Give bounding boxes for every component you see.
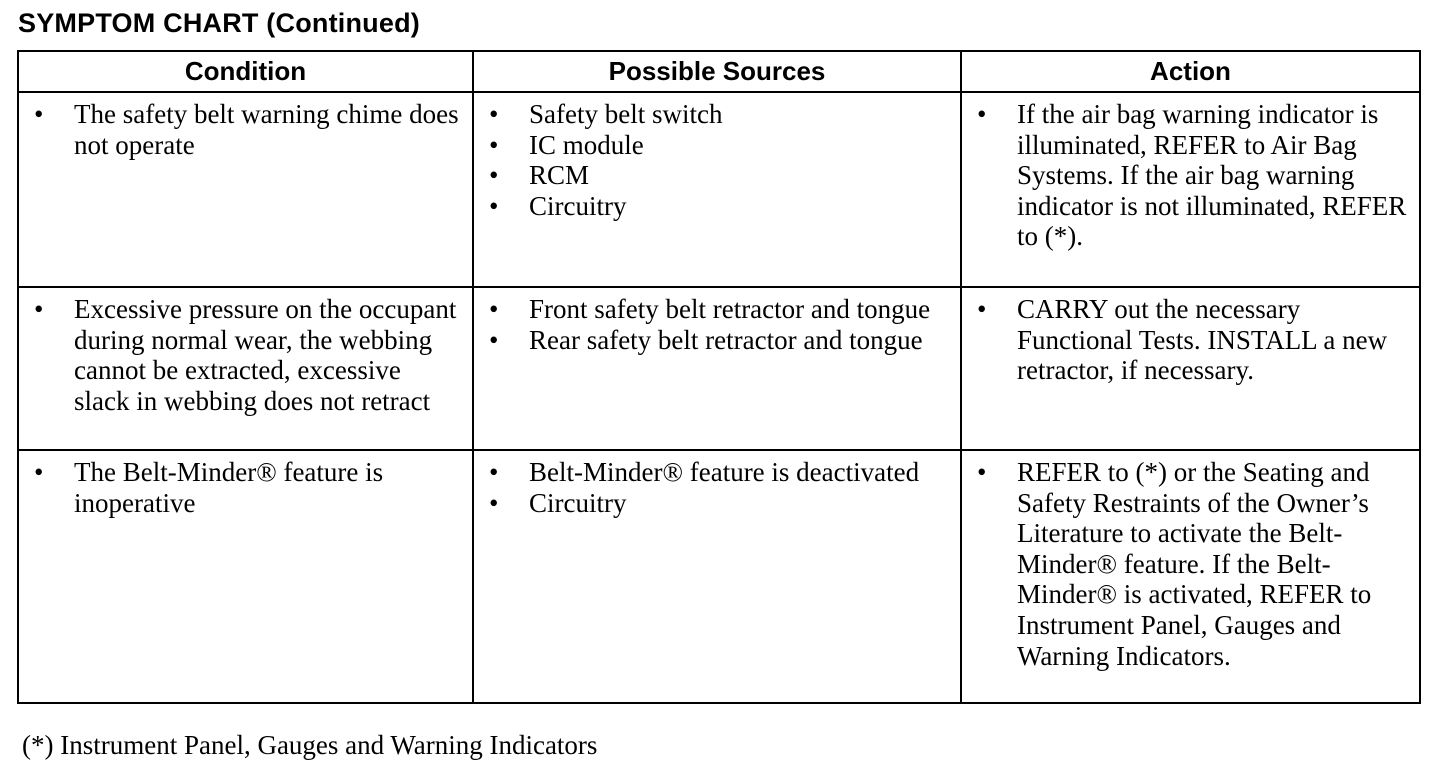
condition-item: • The Belt-Minder® feature is inoperative [27, 457, 460, 518]
source-item: • Front safety belt retractor and tongue [482, 294, 948, 325]
table-header-row [18, 51, 1420, 92]
column-header-possible-sources: Possible Sources [473, 51, 961, 92]
table-row [18, 92, 1420, 287]
action-item: • REFER to (*) or the Seating and Safety Restraints of the Owner’s Literature to activate the Belt-Minder® feature. If the Belt-Minder® is activated, REFER to Instrument Panel, Gauges and Warning Indicators. [970, 457, 1407, 671]
page-title: SYMPTOM CHART (Continued) [18, 8, 420, 38]
source-item: • Circuitry [482, 488, 948, 519]
table-row [18, 450, 1420, 703]
sources-cell [473, 92, 961, 287]
condition-cell [18, 287, 473, 450]
action-cell [961, 287, 1420, 450]
column-header-condition: Condition [18, 51, 473, 92]
column-header-action: Action [961, 51, 1420, 92]
table-row [18, 287, 1420, 450]
footnote: (*) Instrument Panel, Gauges and Warning Indicators [22, 730, 598, 760]
condition-cell [18, 92, 473, 287]
action-item: • CARRY out the necessary Functional Tests. INSTALL a new retractor, if necessary. [970, 294, 1407, 386]
action-cell [961, 450, 1420, 703]
action-item: • If the air bag warning indicator is illuminated, REFER to Air Bag Systems. If the air bag warning indicator is not illuminated, REFER to (*). [970, 99, 1407, 252]
source-item: • Circuitry [482, 191, 948, 222]
symptom-chart-table [17, 50, 1421, 704]
source-item: • Safety belt switch [482, 99, 948, 130]
source-item: • Rear safety belt retractor and tongue [482, 325, 948, 356]
sources-cell [473, 450, 961, 703]
source-item: • IC module [482, 130, 948, 161]
condition-item: • The safety belt warning chime does not operate [27, 99, 460, 160]
action-cell [961, 92, 1420, 287]
condition-item: • Excessive pressure on the occupant during normal wear, the webbing cannot be extracted, excessive slack in webbing does not retract [27, 294, 460, 416]
sources-cell [473, 287, 961, 450]
condition-cell [18, 450, 473, 703]
source-item: • RCM [482, 160, 948, 191]
source-item: • Belt-Minder® feature is deactivated [482, 457, 948, 488]
